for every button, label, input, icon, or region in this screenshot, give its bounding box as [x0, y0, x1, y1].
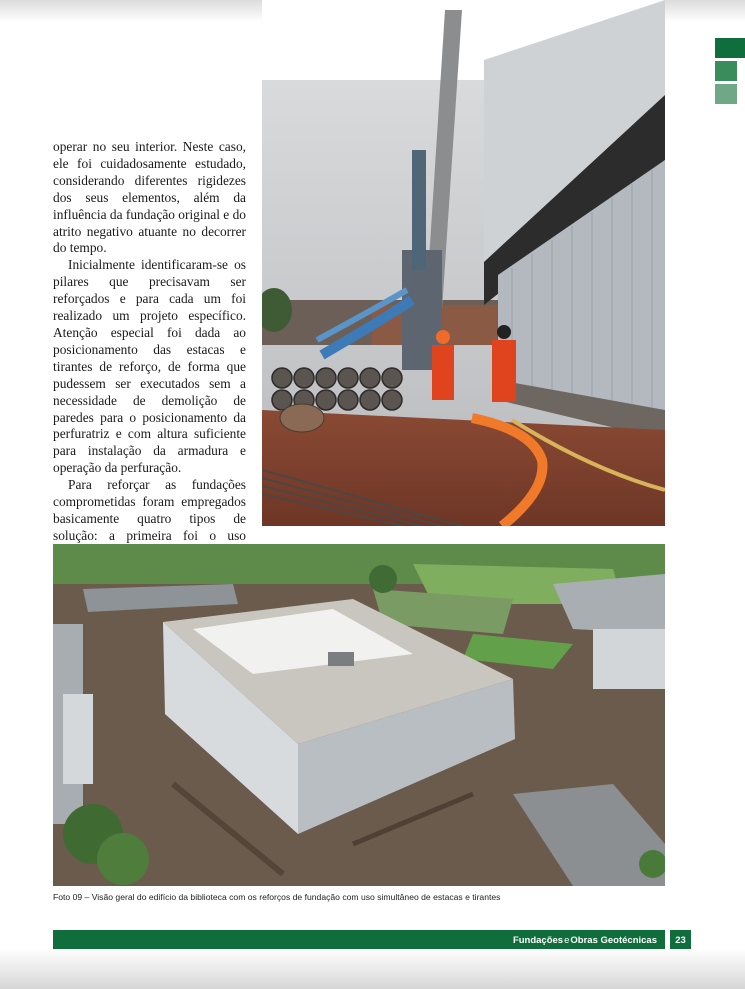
footer-title-part-b: Obras Geotécnicas: [570, 935, 657, 946]
body-text-column: [53, 139, 246, 579]
paragraph-3: Para reforçar as fundações comprometidas foram empregados basicamente quatro tipos de solução: a primeira foi o uso: [53, 477, 246, 543]
photo-drilling-rig: [262, 0, 665, 526]
section-tab-3: [715, 84, 737, 104]
paragraph-2: Inicialmente identificaram-se os pilares que precisavam ser reforçados e para cada um foi realizado um projeto específico. Atenção especial foi dada ao posicionamento das estacas e tirantes de reforço, de forma que pudessem ser executados sem a necessidade de demolição de paredes para o posicionamento da perfuratriz e com altura suficiente para instalação da armadura e operação da perfuração.: [53, 257, 246, 476]
photo-caption: Foto 09 – Visão geral do edifício da biblioteca com os reforços de fundação com uso simultâneo de estacas e tirantes: [53, 892, 501, 902]
paragraph-1: operar no seu interior. Neste caso, ele foi cuidadosamente estudado, considerando diferentes rigidezes dos seus elementos, além da influência da fundação original e do atrito negativo atuante no decorrer do tempo.: [53, 139, 246, 256]
photo-library-aerial: [53, 544, 665, 886]
footer-bar: [53, 930, 665, 951]
page-number: 23: [670, 930, 691, 951]
footer-title-part-a: Fundações: [512, 935, 564, 946]
section-tabs: [715, 38, 745, 107]
section-tab-2: [715, 61, 737, 81]
bottom-page-shadow: [0, 949, 745, 989]
section-tab-1: [715, 38, 745, 58]
footer-title-connector: e: [564, 935, 570, 946]
